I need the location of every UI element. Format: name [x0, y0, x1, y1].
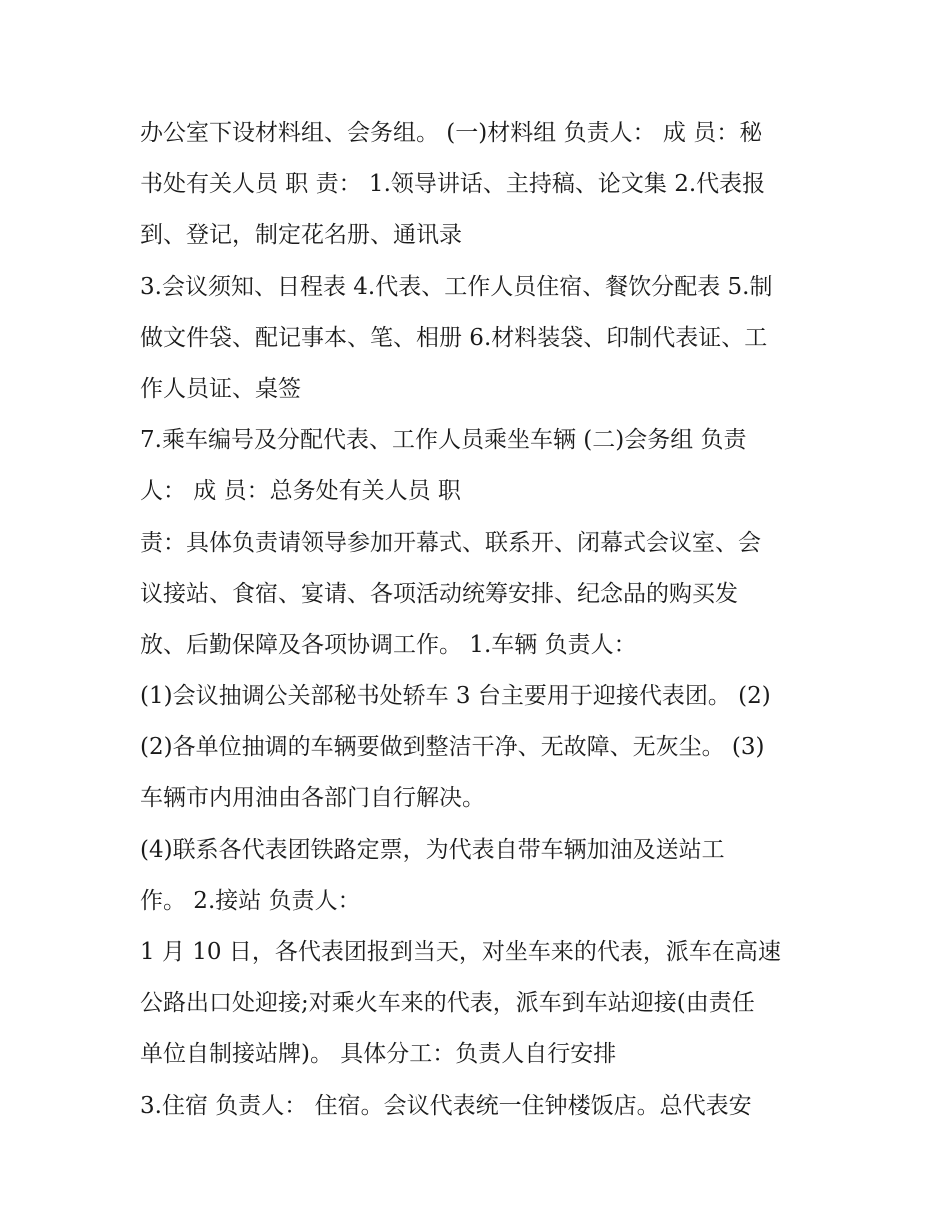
- text-line: 作。 2.接站 负责人：: [140, 887, 361, 914]
- document-body: [140, 108, 820, 1132]
- text-line: 7.乘车编号及分配代表、工作人员乘坐车辆 (二)会务组 负责: [140, 427, 747, 454]
- text-line: (1)会议抽调公关部秘书处轿车 3 台主要用于迎接代表团。 (2): [140, 683, 771, 710]
- text-line: 人： 成 员：总务处有关人员 职: [140, 478, 461, 505]
- text-line: 书处有关人员 职 责： 1.领导讲话、主持稿、论文集 2.代表报: [140, 171, 766, 198]
- text-line: 做文件袋、配记事本、笔、相册 6.材料装袋、印制代表证、工: [140, 324, 768, 351]
- text-line: 到、登记，制定花名册、通讯录: [140, 222, 462, 249]
- text-line: 责：具体负责请领导参加开幕式、联系开、闭幕式会议室、会: [140, 529, 761, 556]
- text-line: 车辆市内用油由各部门自行解决。: [140, 785, 485, 812]
- text-line: (4)联系各代表团铁路定票，为代表自带车辆加油及送站工: [140, 836, 725, 863]
- text-line: 作人员证、桌签: [140, 375, 301, 402]
- text-line: 办公室下设材料组、会务组。 (一)材料组 负责人： 成 员：秘: [140, 120, 763, 146]
- text-line: (2)各单位抽调的车辆要做到整洁干净、无故障、无灰尘。 (3): [140, 734, 765, 761]
- text-line: 放、后勤保障及各项协调工作。 1.车辆 负责人：: [140, 631, 637, 658]
- text-line: 议接站、食宿、宴请、各项活动统筹安排、纪念品的购买发: [140, 580, 738, 607]
- text-line: 单位自制接站牌)。 具体分工：负责人自行安排: [140, 1041, 617, 1068]
- text-line: 3.会议须知、日程表 4.代表、工作人员住宿、餐饮分配表 5.制: [140, 273, 773, 300]
- text-line: 公路出口处迎接;对乘火车来的代表，派车到车站迎接(由责任: [140, 990, 755, 1017]
- text-line: 1 月 10 日，各代表团报到当天，对坐车来的代表，派车在高速: [140, 939, 781, 965]
- text-line: 3.住宿 负责人： 住宿。会议代表统一住钟楼饭店。总代表安: [140, 1092, 752, 1119]
